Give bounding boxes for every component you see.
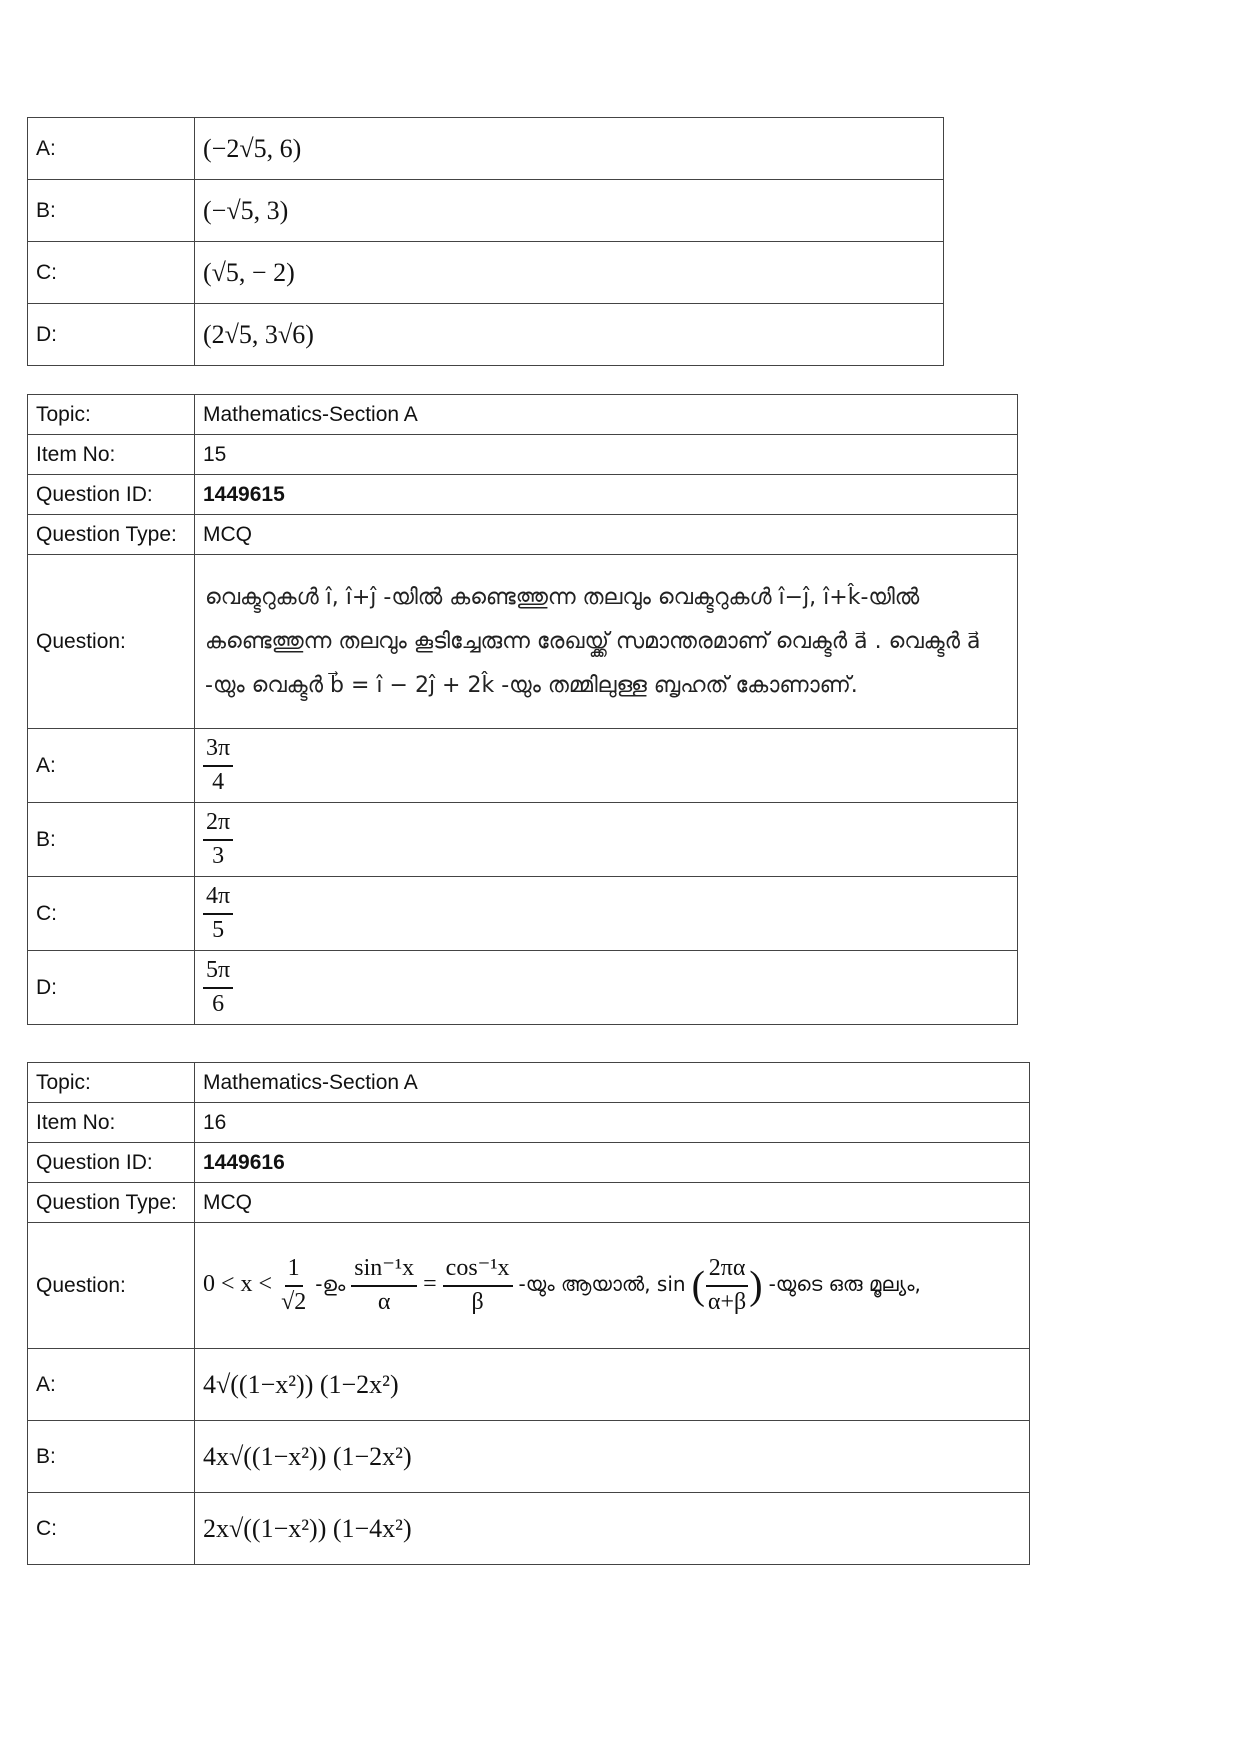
option-row-a <box>28 1349 1030 1421</box>
question-id-row <box>28 475 1018 515</box>
question-label: Question: <box>28 1223 195 1349</box>
option-value: 4x√((1−x²)) (1−2x²) <box>195 1421 1030 1493</box>
option-label: C: <box>28 877 195 951</box>
topic-label: Topic: <box>28 395 195 435</box>
option-label: C: <box>28 242 195 304</box>
option-row-d <box>28 951 1018 1025</box>
option-label: B: <box>28 1421 195 1493</box>
option-label: D: <box>28 951 195 1025</box>
question-text: വെക്ടറുകൾ î, î+ĵ -യിൽ കണ്ടെത്തുന്ന തലവും വെക്ടറുകൾ î−ĵ, î+k̂-യിൽ കണ്ടെത്തുന്ന തലവും കൂടിച്ചേരുന്ന രേഖയ്ക്ക് സമാന്തരമാണ് വെക്ടർ a⃗ . വെക്ടർ a⃗ -യും വെക്ടർ b⃗ = î − 2ĵ + 2k̂ -യും തമ്മിലുള്ള ബൃഹത് കോണാണ്. <box>195 555 1018 729</box>
option-row-c <box>28 1493 1030 1565</box>
item-value: 16 <box>195 1103 1030 1143</box>
question-label: Question: <box>28 555 195 729</box>
option-label: B: <box>28 803 195 877</box>
fraction: $\frac{2\pi\alpha}{\alpha+\beta}$ <box>705 1255 749 1316</box>
question-part: -യും ആയാൽ, sin <box>518 1272 686 1297</box>
question-table-15 <box>27 394 1018 1025</box>
question-type-value: MCQ <box>195 1183 1030 1223</box>
question-id-row <box>28 1143 1030 1183</box>
right-paren: ) <box>749 1262 763 1308</box>
item-value: 15 <box>195 435 1018 475</box>
item-row <box>28 435 1018 475</box>
question-type-label: Question Type: <box>28 1183 195 1223</box>
question-row <box>28 1223 1030 1349</box>
option-value: 4√((1−x²)) (1−2x²) <box>195 1349 1030 1421</box>
question-type-label: Question Type: <box>28 515 195 555</box>
question-id-value: 1449616 <box>195 1143 1030 1183</box>
option-row-b <box>28 180 944 242</box>
option-row-b <box>28 1421 1030 1493</box>
option-value: (√5, − 2) <box>195 242 944 304</box>
item-label: Item No: <box>28 435 195 475</box>
question-type-row <box>28 1183 1030 1223</box>
topic-value: Mathematics-Section A <box>195 1063 1030 1103</box>
option-fraction: $\frac{3\pi}{4}$ <box>203 735 233 796</box>
options-table-prev <box>27 117 944 366</box>
option-row-c <box>28 877 1018 951</box>
option-label: D: <box>28 304 195 366</box>
question-type-row <box>28 515 1018 555</box>
topic-row <box>28 395 1018 435</box>
item-label: Item No: <box>28 1103 195 1143</box>
question-text <box>195 1223 1030 1349</box>
question-part: 0 < x < <box>203 1271 273 1298</box>
option-label: A: <box>28 729 195 803</box>
topic-label: Topic: <box>28 1063 195 1103</box>
question-type-value: MCQ <box>195 515 1018 555</box>
option-label: A: <box>28 1349 195 1421</box>
option-value: (−√5, 3) <box>195 180 944 242</box>
option-value: 2x√((1−x²)) (1−4x²) <box>195 1493 1030 1565</box>
option-row-a <box>28 118 944 180</box>
option-value: (2√5, 3√6) <box>195 304 944 366</box>
option-row-b <box>28 803 1018 877</box>
question-part: -ഉം <box>315 1272 346 1297</box>
option-fraction: $\frac{5\pi}{6}$ <box>203 957 233 1018</box>
question-id-value: 1449615 <box>195 475 1018 515</box>
option-fraction: $\frac{4\pi}{5}$ <box>203 883 233 944</box>
question-row <box>28 555 1018 729</box>
question-id-label: Question ID: <box>28 1143 195 1183</box>
question-table-16 <box>27 1062 1030 1565</box>
item-row <box>28 1103 1030 1143</box>
option-label: B: <box>28 180 195 242</box>
option-row-d <box>28 304 944 366</box>
equals-sign: = <box>423 1271 437 1298</box>
fraction: $\frac{1}{√2}$ <box>281 1254 307 1315</box>
left-paren: ( <box>691 1262 705 1308</box>
topic-row <box>28 1063 1030 1103</box>
option-fraction: $\frac{2\pi}{3}$ <box>203 809 233 870</box>
option-row-a <box>28 729 1018 803</box>
option-value: (−2√5, 6) <box>195 118 944 180</box>
fraction: $\frac{\text{cos⁻¹x}}{\beta}$ <box>443 1255 513 1316</box>
option-row-c <box>28 242 944 304</box>
option-label: A: <box>28 118 195 180</box>
fraction: $\frac{\text{sin⁻¹x}}{\alpha}$ <box>351 1255 417 1316</box>
option-label: C: <box>28 1493 195 1565</box>
question-part: -യുടെ ഒരു മൂല്യം, <box>768 1272 921 1297</box>
topic-value: Mathematics-Section A <box>195 395 1018 435</box>
question-id-label: Question ID: <box>28 475 195 515</box>
